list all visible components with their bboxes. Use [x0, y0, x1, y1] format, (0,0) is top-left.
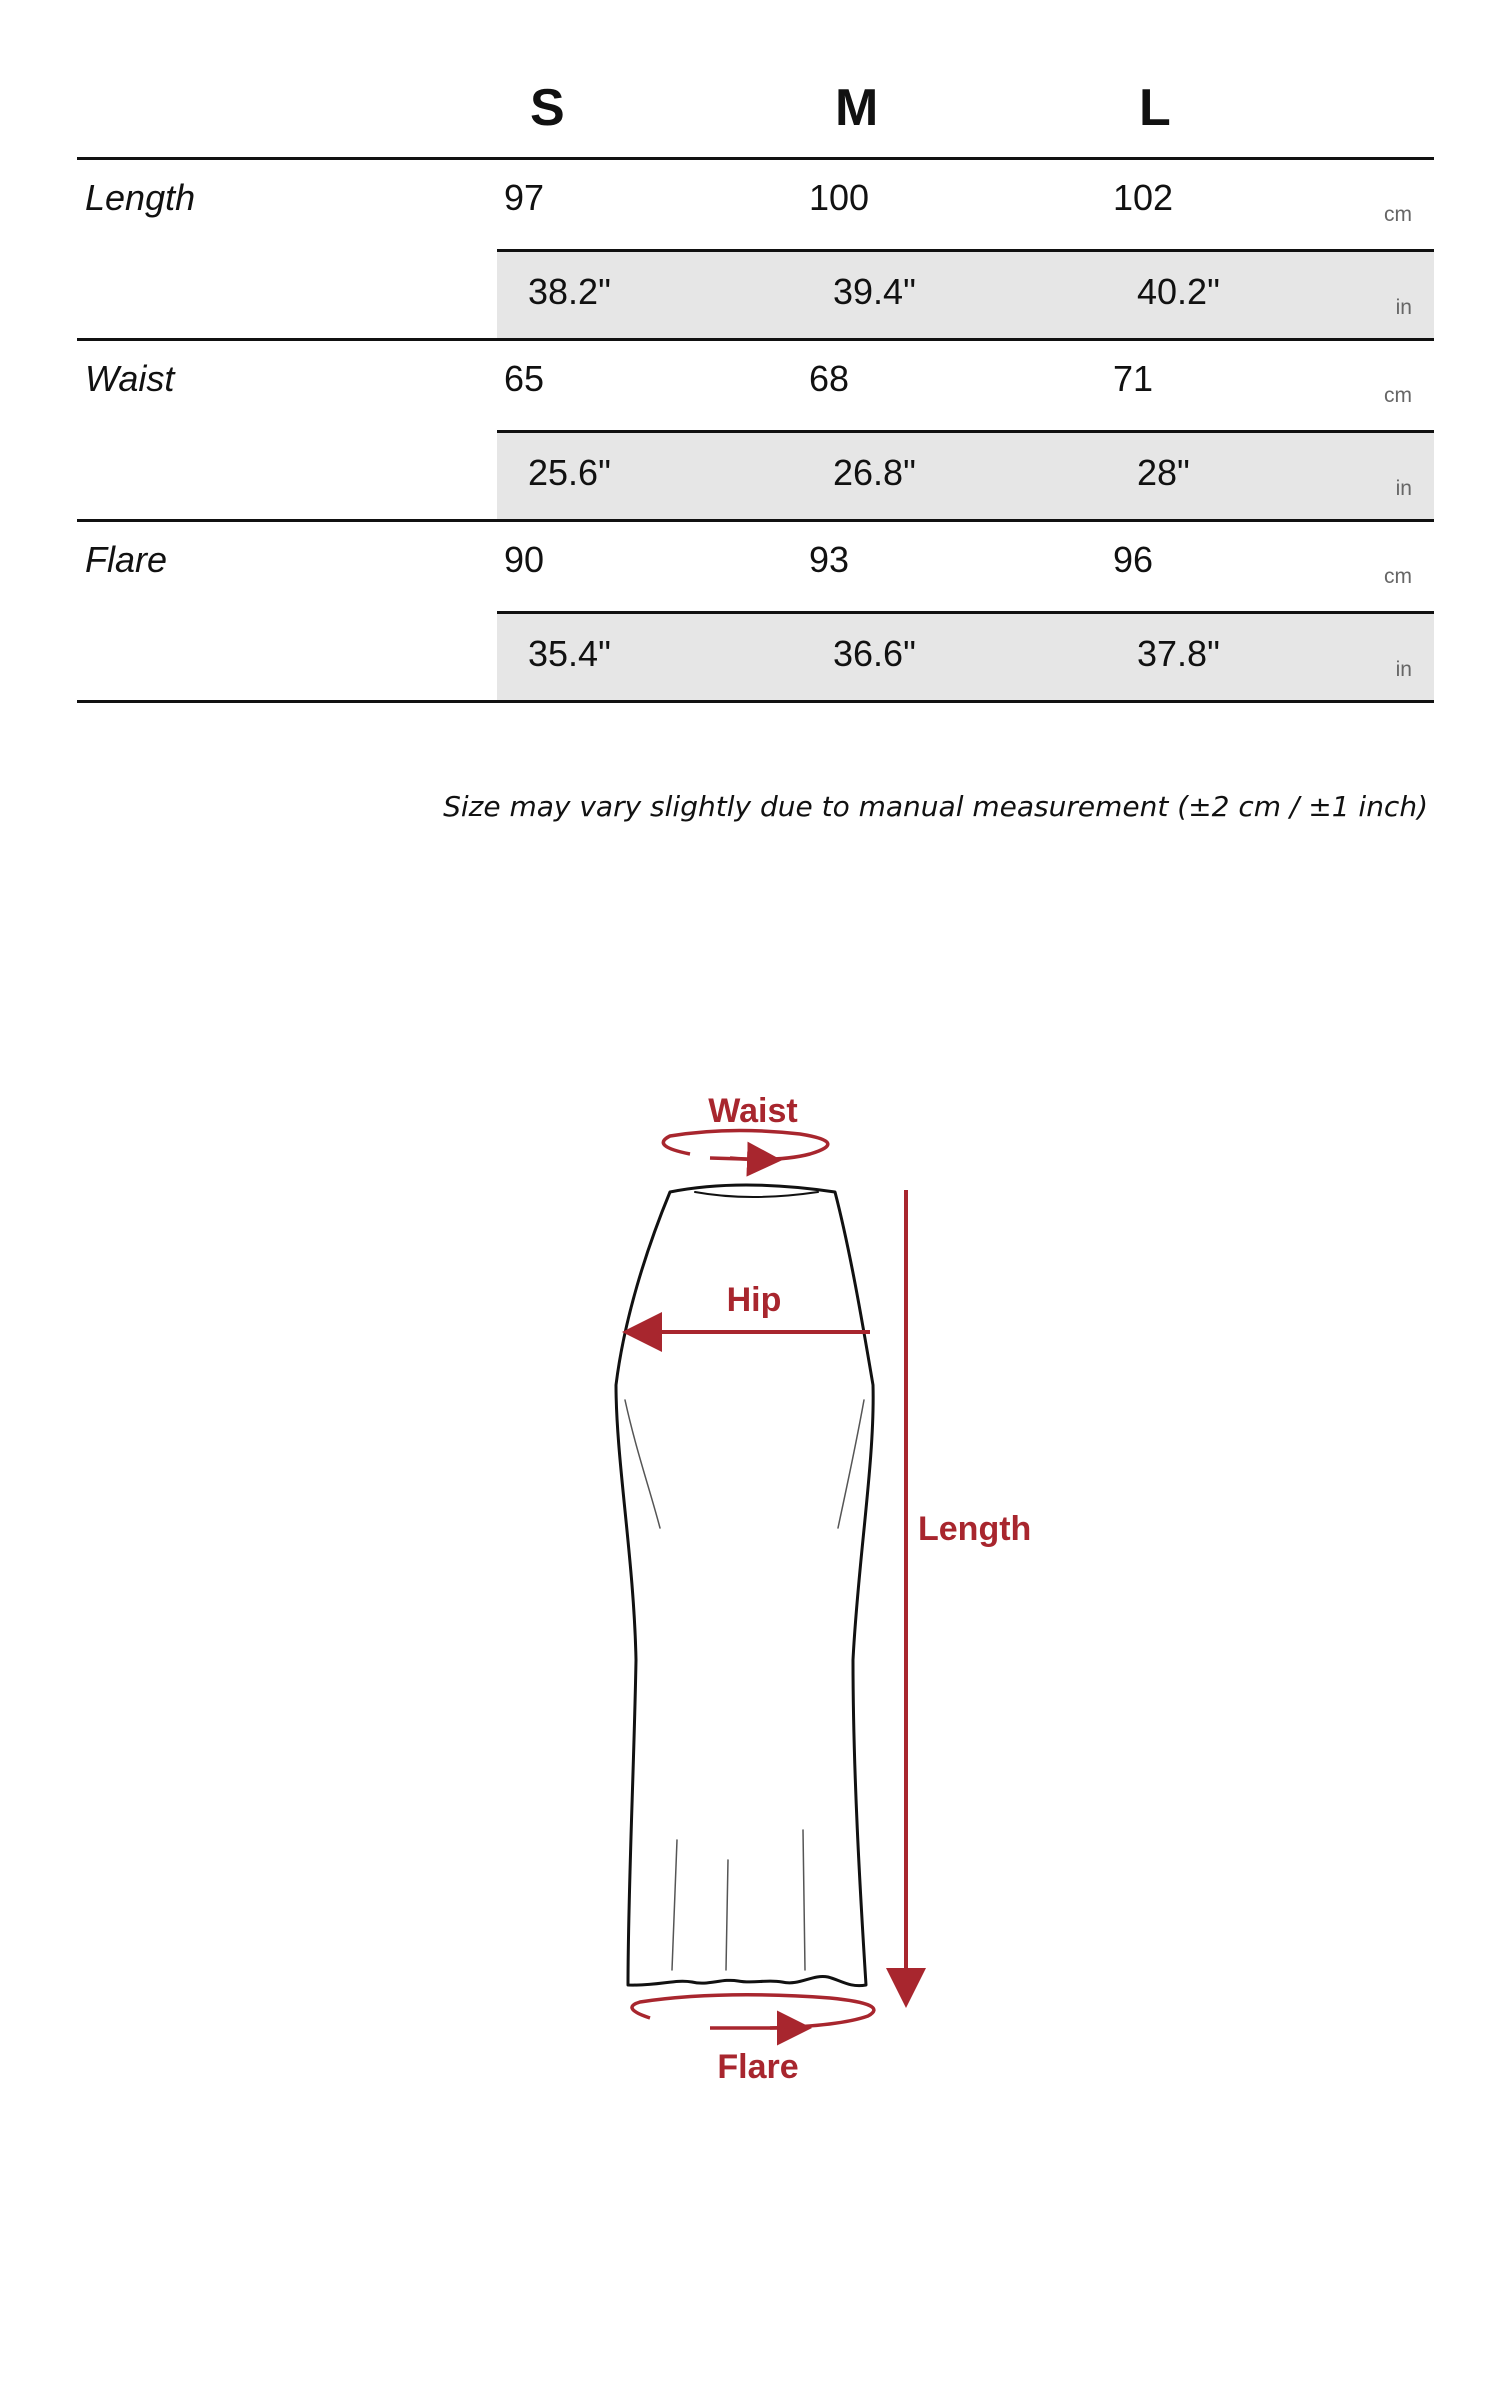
unit-label-cm: cm — [1384, 384, 1412, 407]
flare-label: Flare — [717, 2048, 799, 2086]
value-cell: 100 — [809, 177, 870, 218]
value-cell: 97 — [504, 177, 545, 218]
size-header-row — [77, 60, 1434, 160]
waist-label: Waist — [708, 1092, 798, 1130]
value-cell: 93 — [809, 539, 850, 580]
value-cell: 26.8" — [833, 452, 916, 493]
table-row-in — [497, 249, 1434, 338]
value-cell: 40.2" — [1137, 271, 1220, 312]
length-label: Length — [918, 1510, 1032, 1548]
measurement-group-flare — [77, 522, 1434, 703]
size-header-l: L — [1139, 79, 1171, 137]
value-cell: 39.4" — [833, 271, 916, 312]
value-cell: 28" — [1137, 452, 1190, 493]
value-cell: 36.6" — [833, 633, 916, 674]
unit-label-in: in — [1395, 296, 1412, 319]
value-cell: 65 — [504, 358, 545, 399]
measurement-label: Length — [85, 177, 196, 218]
table-row-cm — [497, 341, 1434, 430]
measurement-group-waist — [77, 341, 1434, 522]
table-row-cm — [497, 522, 1434, 611]
unit-label-cm: cm — [1384, 565, 1412, 588]
measurement-note: Size may vary slightly due to manual measurement (±2 cm / ±1 inch) — [443, 790, 1428, 823]
value-cell: 90 — [504, 539, 545, 580]
size-header-s: S — [530, 79, 565, 137]
size-chart-table — [77, 60, 1434, 823]
value-cell: 68 — [809, 358, 850, 399]
value-cell: 102 — [1113, 177, 1174, 218]
skirt-measurement-diagram — [550, 1070, 1050, 2086]
unit-label-cm: cm — [1384, 203, 1412, 226]
hip-label: Hip — [726, 1281, 782, 1319]
table-row-cm — [497, 160, 1434, 249]
value-cell: 71 — [1113, 358, 1154, 399]
waist-arrow-icon — [663, 1130, 827, 1160]
measurement-label: Flare — [85, 539, 168, 580]
unit-label-in: in — [1395, 658, 1412, 681]
table-row-in — [497, 430, 1434, 519]
measurement-group-length — [77, 160, 1434, 341]
flare-arrow-icon — [632, 1995, 874, 2028]
value-cell: 35.4" — [528, 633, 611, 674]
table-row-in — [497, 611, 1434, 700]
size-header-m: M — [835, 79, 879, 137]
skirt-diagram-svg — [550, 1070, 1050, 2086]
measurement-label: Waist — [85, 358, 175, 399]
unit-label-in: in — [1395, 477, 1412, 500]
value-cell: 25.6" — [528, 452, 611, 493]
value-cell: 38.2" — [528, 271, 611, 312]
value-cell: 96 — [1113, 539, 1154, 580]
value-cell: 37.8" — [1137, 633, 1220, 674]
